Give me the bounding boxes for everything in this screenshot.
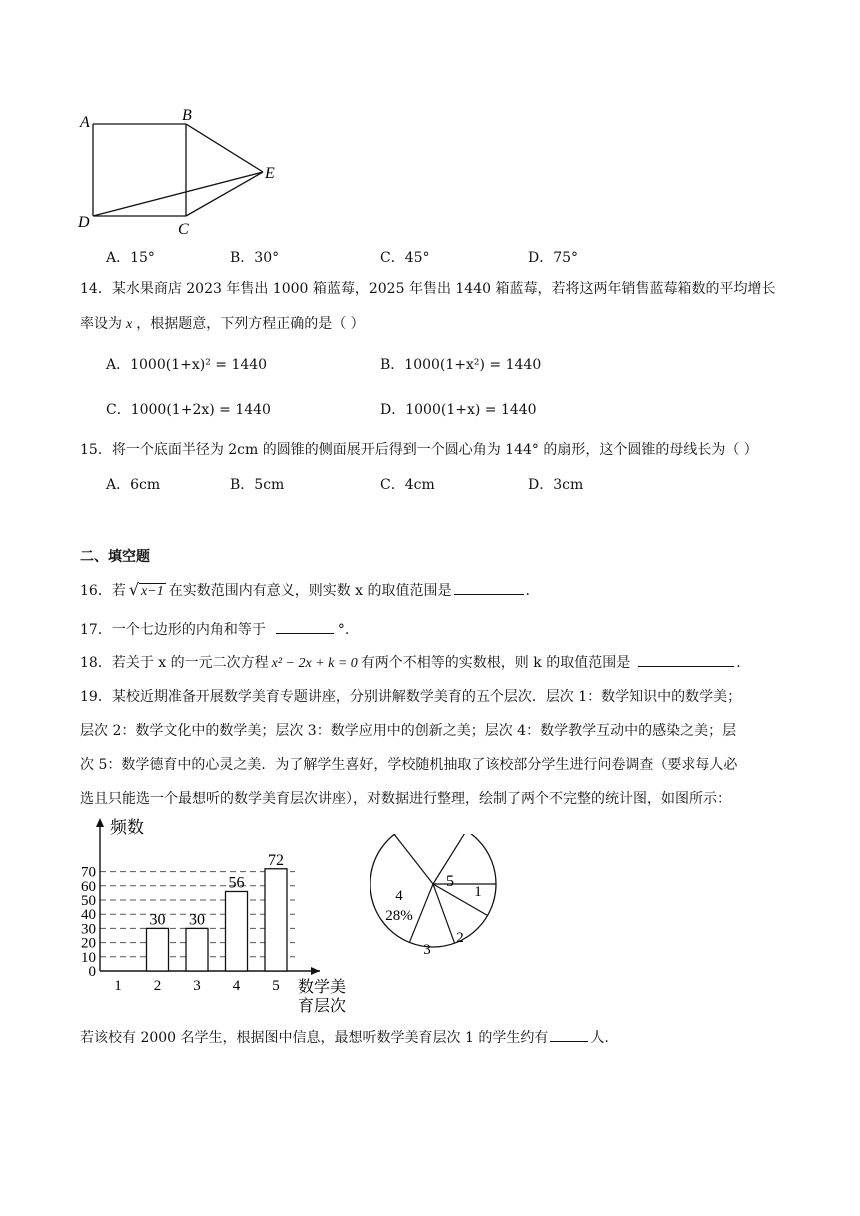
q15-option-d[interactable]: D．3cm (528, 477, 584, 493)
bar-data-label: 30 (189, 911, 205, 929)
q16 (80, 580, 530, 602)
q19-question-end: 人. (590, 1030, 609, 1046)
pie-slice-label: 4 (395, 888, 403, 904)
pie-slice-label: 2 (456, 930, 464, 946)
label-b: B (182, 107, 192, 124)
q14-stem-suffix: ，根据题意，下列方程正确的是（ ） (136, 316, 365, 332)
label-a: A (80, 114, 90, 131)
y-tick-label: 40 (81, 907, 96, 924)
bar-data-label: 56 (228, 874, 245, 892)
q15-option-a[interactable]: A．6cm (106, 477, 161, 493)
y-axis-label: 频数 (110, 818, 144, 837)
y-tick-label: 0 (88, 964, 96, 980)
q17-answer-blank[interactable] (276, 619, 334, 634)
q19-line4: 选且只能选一个最想听的数学美育层次讲座），对数据进行整理，绘制了两个不完整的统计图，如图所示： (80, 791, 731, 807)
q16-suffix: 在实数范围内有意义，则实数 x 的取值范围是 (168, 583, 452, 599)
bar-data-label: 72 (268, 851, 284, 869)
q18-prefix: 18．若关于 x 的一元二次方程 (80, 655, 269, 671)
q16-prefix: 16．若 (80, 583, 126, 599)
x-tick-label: 3 (193, 978, 201, 994)
segment-be (186, 124, 263, 172)
bar-data-label: 30 (149, 911, 166, 929)
y-tick-label: 70 (81, 864, 96, 881)
q16-end: . (525, 583, 530, 599)
q14-option-b[interactable]: B．1000(1+x²) = 1440 (380, 357, 542, 373)
x-tick-label: 1 (114, 978, 122, 994)
q19-question (80, 1027, 609, 1048)
bar (226, 891, 248, 971)
y-axis-arrow (96, 818, 104, 827)
q18-end: . (736, 655, 741, 671)
q16-answer-blank[interactable] (454, 580, 524, 595)
q18-suffix: 有两个不相等的实数根，则 k 的取值范围是 (360, 655, 631, 671)
q13-option-c[interactable]: C．45° (380, 250, 430, 266)
q13-option-b[interactable]: B．30° (230, 250, 280, 266)
label-d: D (78, 214, 90, 231)
q13-option-d[interactable]: D．75° (528, 250, 579, 266)
x-tick-label: 5 (272, 978, 280, 994)
q13-option-a[interactable]: A．15° (106, 250, 155, 266)
segment-de (93, 172, 263, 216)
section-title: 二、填空题 (80, 549, 150, 565)
bar-chart (70, 812, 360, 1022)
x-tick-label: 2 (153, 978, 162, 994)
y-tick-label: 30 (81, 921, 96, 938)
x-tick-label: 4 (232, 978, 241, 994)
q19-line2: 层次 2：数学文化中的数学美；层次 3：数学应用中的创新之美；层次 4：数学教学互动中的感染之美；层 (80, 723, 737, 739)
q17-prefix: 17．一个七边形的内角和等于 (80, 622, 266, 638)
bar (147, 928, 169, 971)
segment-ce (186, 172, 263, 216)
pie-slice-label: 3 (423, 942, 431, 958)
q18-answer-blank[interactable] (638, 652, 734, 667)
q19-answer-blank[interactable] (550, 1027, 588, 1042)
q18 (80, 652, 741, 674)
geometry-figure (70, 105, 290, 240)
x-axis-label-line2: 育层次 (298, 998, 347, 1015)
q16-sqrt: √ x−1 (128, 580, 164, 599)
q19-question-prefix: 若该校有 2000 名学生，根据图中信息，最想听数学美育层次 1 的学生约有 (80, 1030, 549, 1046)
q14-stem-prefix: 率设为 (80, 316, 122, 332)
q14-option-a[interactable]: A．1000(1+x)² = 1440 (106, 357, 268, 373)
y-tick-label: 20 (81, 935, 96, 952)
y-tick-label: 10 (81, 949, 96, 966)
pie-slice-percent: 28% (385, 908, 413, 924)
q15-option-c[interactable]: C．4cm (380, 477, 435, 493)
q15-option-b[interactable]: B．5cm (230, 477, 285, 493)
pie-slice-label: 1 (474, 884, 482, 900)
q17 (80, 619, 349, 640)
pie-chart (370, 834, 510, 974)
q14-stem-line1: 14．某水果商店 2023 年售出 1000 箱蓝莓，2025 年售出 1440 箱蓝莓，若将这两年销售蓝莓箱数的平均增长 (80, 281, 776, 297)
q14-stem-line2 (80, 314, 365, 335)
q14-option-c[interactable]: C．1000(1+2x) = 1440 (106, 402, 271, 418)
q19-line1: 19．某校近期准备开展数学美育专题讲座，分别讲解数学美育的五个层次．层次 1：数学知识中的数学美； (80, 689, 742, 705)
q19-line3: 次 5：数学德育中的心灵之美．为了解学生喜好，学校随机抽取了该校部分学生进行问卷调查（要求每人必 (80, 757, 738, 773)
x-axis-arrow (311, 967, 320, 975)
pie-slice-label: 5 (446, 873, 454, 890)
y-tick-label: 50 (81, 893, 96, 909)
q15-stem: 15．将一个底面半径为 2cm 的圆锥的侧面展开后得到一个圆心角为 144° 的扇形，这个圆锥的母线长为（ ） (80, 442, 758, 458)
bar (186, 928, 208, 971)
label-c: C (178, 221, 189, 238)
bar (265, 869, 287, 971)
q18-equation: x² − 2x + k = 0 (271, 656, 358, 671)
q16-radicand: x−1 (141, 584, 164, 599)
y-tick-label: 60 (81, 878, 96, 895)
q14-option-d[interactable]: D．1000(1+x) = 1440 (380, 402, 537, 418)
q14-variable: x (126, 317, 133, 332)
label-e: E (265, 165, 275, 182)
q17-end: °. (337, 622, 350, 638)
x-axis-label-line1: 数学美 (298, 979, 347, 996)
